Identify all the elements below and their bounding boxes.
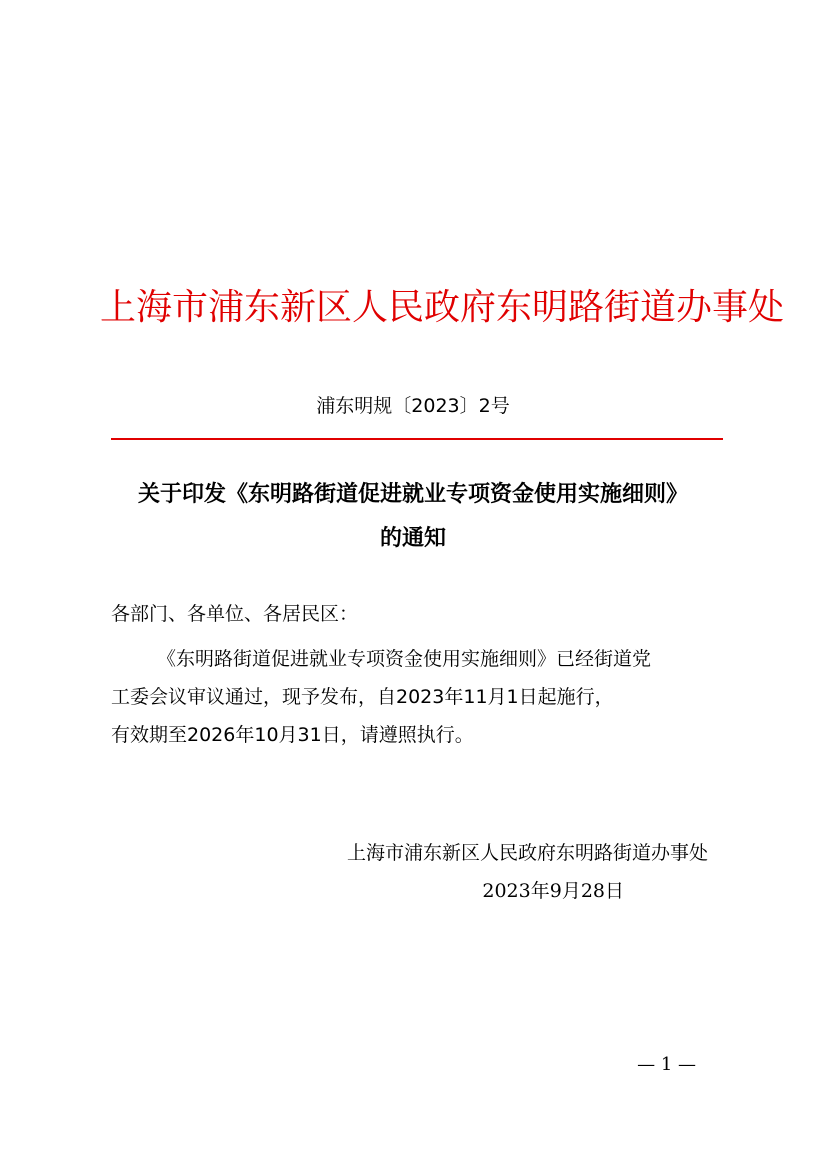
document-number: 浦东明规〔2023〕2号 [316,395,510,417]
red-divider-line [111,438,723,440]
body-line-2: 工委会议审议通过，现予发布，自2023年11月1日起施行， [111,686,614,708]
notice-title [100,472,726,560]
body-line-3: 有效期至2026年10月31日，请遵照执行。 [111,724,474,746]
agency-title: 上海市浦东新区人民政府东明路街道办事处 [100,287,785,328]
notice-title-line-1: 关于印发《东明路街道促进就业专项资金使用实施细则》 [137,481,688,507]
salutation: 各部门、各单位、各居民区： [111,603,359,625]
page-number: — 1 — [637,1054,696,1075]
body-paragraph [111,640,723,754]
body-line-1: 《东明路街道促进就业专项资金使用实施细则》已经街道党 [157,648,652,670]
signature-date: 2023年9月28日 [482,880,624,902]
notice-title-line-2: 的通知 [379,525,446,551]
signature-organization: 上海市浦东新区人民政府东明路街道办事处 [346,842,708,864]
